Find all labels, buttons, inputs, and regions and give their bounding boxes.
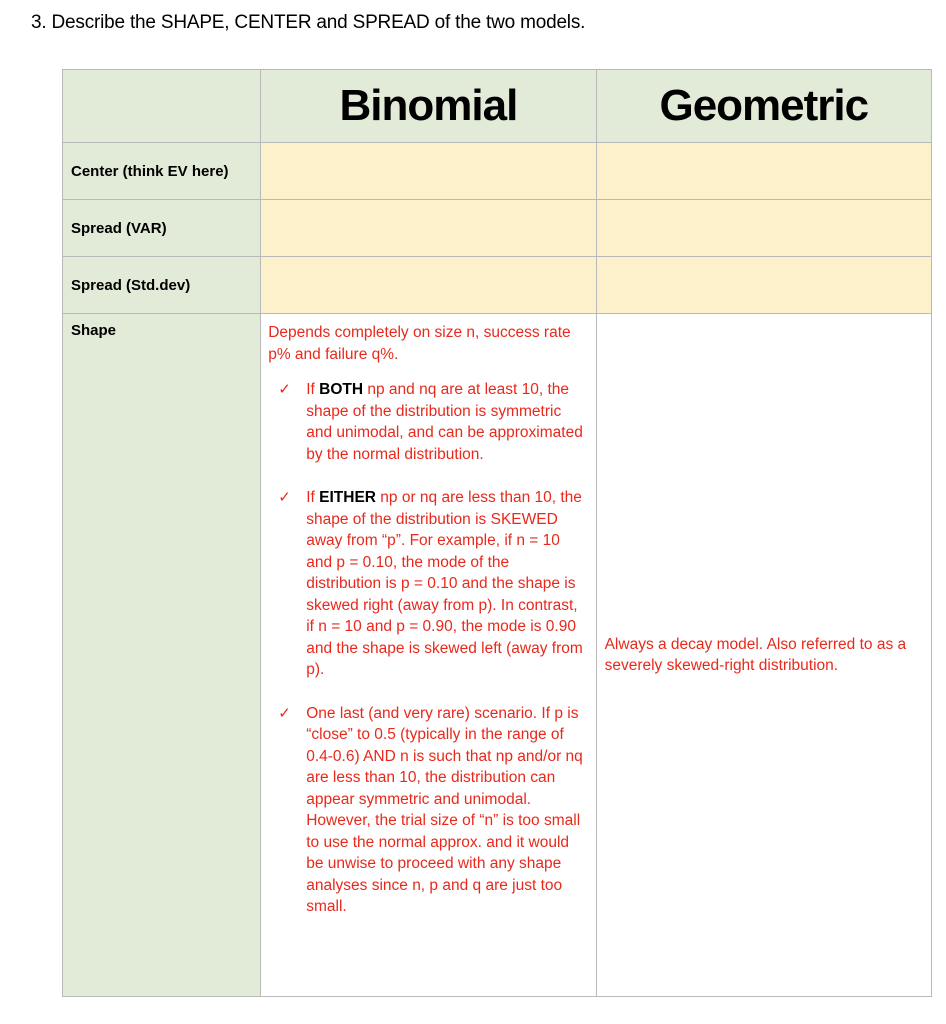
bullet-text: np or nq are less than 10, the shape of the distribution is SKEWED away from “p”. For example, if n = 10 and p = 0.10, the mode of the distribution is p = 0.10 and the shape is skewed right (away from p). In contrast, if n = 10 and p = 0.90, the mode is 0.90 and the shape is skewed left (away from p). [306, 489, 583, 678]
geometric-shape-cell[interactable]: Always a decay model. Also referred to as a severely skewed-right distribution. [596, 314, 931, 997]
shape-bullet-both [268, 379, 585, 465]
binomial-shape-cell[interactable] [261, 314, 596, 997]
shape-bullet-either [268, 487, 585, 681]
variance-row [63, 200, 932, 257]
std-dev-label: Spread (Std.dev) [63, 257, 261, 314]
binomial-variance-cell[interactable] [261, 200, 596, 257]
bullet-prefix: If [306, 381, 320, 398]
binomial-shape-intro: Depends completely on size n, success rate p% and failure q%. [268, 324, 571, 363]
geometric-header: Geometric [596, 70, 931, 143]
bullet-keyword-both: BOTH [319, 381, 364, 398]
geometric-center-cell[interactable] [596, 143, 931, 200]
bullet-keyword-either: EITHER [319, 489, 376, 506]
checkmark-icon: ✓ [278, 489, 291, 506]
checkmark-icon: ✓ [278, 704, 291, 722]
shape-bullet-rare [268, 703, 585, 918]
center-row [63, 143, 932, 200]
bullet-prefix: If [306, 489, 320, 506]
binomial-header: Binomial [261, 70, 596, 143]
binomial-center-cell[interactable] [261, 143, 596, 200]
shape-row [63, 314, 932, 997]
checkmark-icon: ✓ [278, 381, 291, 398]
header-corner-cell [63, 70, 261, 143]
bullet-text: One last (and very rare) scenario. If p is “close” to 0.5 (typically in the range of 0.4-0.6) AND n is such that np and/or nq are less than 10, the distribution can appear symmetric and unimodal. However, the trial size of “n” is too small to use the normal approx. and it would be unwise to proceed with any shape analyses since n, p and q are just too small. [306, 704, 583, 915]
models-table [62, 69, 932, 997]
std-dev-row [63, 257, 932, 314]
center-label: Center (think EV here) [63, 143, 261, 200]
question-text: 3. Describe the SHAPE, CENTER and SPREAD of the two models. [31, 12, 586, 33]
header-row [63, 70, 932, 143]
shape-label: Shape [63, 314, 261, 997]
geometric-std-dev-cell[interactable] [596, 257, 931, 314]
bullet-text: np and nq are at least 10, the shape of the distribution is symmetric and unimodal, and can be approximated by the normal distribution. [306, 381, 583, 463]
binomial-std-dev-cell[interactable] [261, 257, 596, 314]
geometric-variance-cell[interactable] [596, 200, 931, 257]
variance-label: Spread (VAR) [63, 200, 261, 257]
